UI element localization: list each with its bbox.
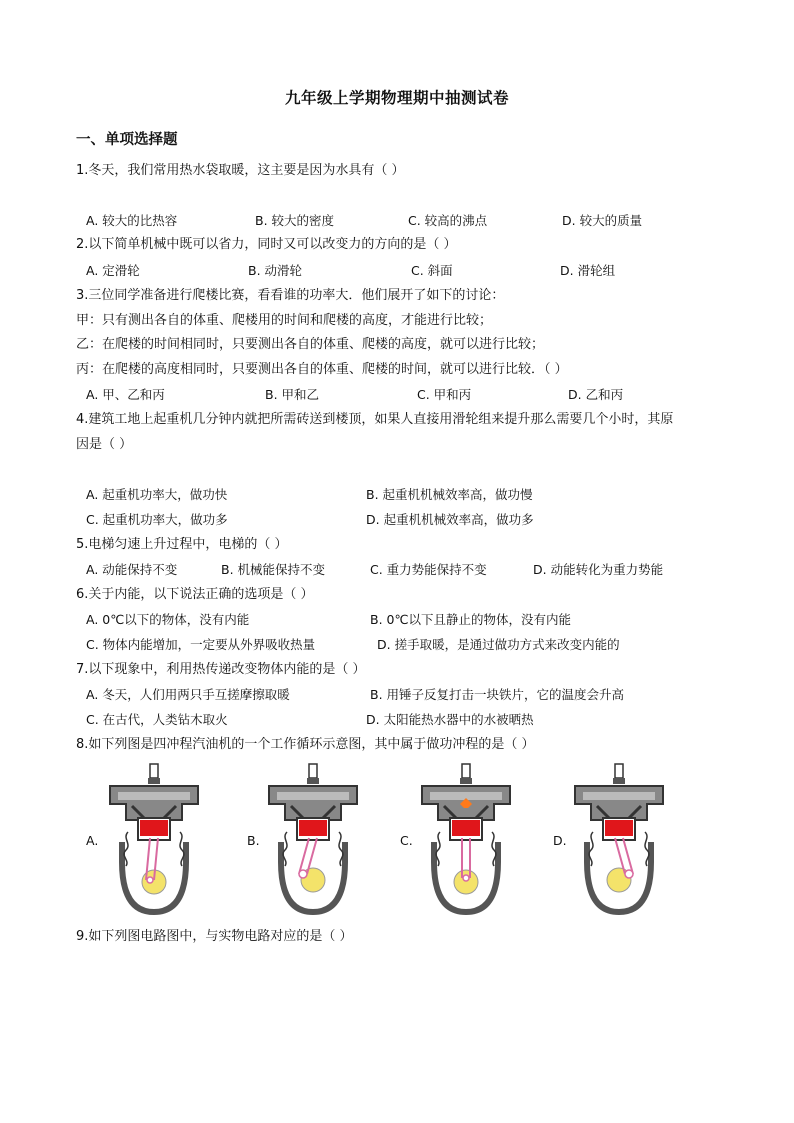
engine-diagram-d[interactable] xyxy=(569,762,669,918)
option-2b[interactable]: B. 动滑轮 xyxy=(248,263,303,278)
option-7d[interactable]: D. 太阳能热水器中的水被晒热 xyxy=(366,712,534,727)
question-4-line-2: 因是（ ） xyxy=(76,437,133,452)
option-4a[interactable]: A. 起重机功率大，做功快 xyxy=(86,487,228,502)
option-7c[interactable]: C. 在古代，人类钻木取火 xyxy=(86,712,228,727)
option-4b[interactable]: B. 起重机机械效率高，做功慢 xyxy=(366,487,533,502)
option-7a[interactable]: A. 冬天，人们用两只手互搓摩擦取暖 xyxy=(86,687,290,702)
option-3c[interactable]: C. 甲和丙 xyxy=(417,387,472,402)
option-5a[interactable]: A. 动能保持不变 xyxy=(86,562,178,577)
option-8a[interactable]: A. xyxy=(86,833,99,848)
option-2d[interactable]: D. 滑轮组 xyxy=(560,263,616,278)
engine-diagram-a[interactable] xyxy=(104,762,204,918)
option-6d[interactable]: D. 搓手取暖，是通过做功方式来改变内能的 xyxy=(377,637,620,652)
piston-icon xyxy=(140,820,168,836)
option-8d[interactable]: D. xyxy=(553,833,567,848)
option-6b[interactable]: B. 0℃以下且静止的物体，没有内能 xyxy=(370,612,572,627)
spark-plug-icon xyxy=(613,764,625,784)
piston-icon xyxy=(605,820,633,836)
option-1c[interactable]: C. 较高的沸点 xyxy=(408,213,488,228)
question-7: 7.以下现象中，利用热传递改变物体内能的是（ ） xyxy=(76,662,366,677)
question-1: 1.冬天，我们常用热水袋取暖，这主要是因为水具有（ ） xyxy=(76,163,405,178)
section-heading: 一、单项选择题 xyxy=(76,132,178,148)
question-4: 4.建筑工地上起重机几分钟内就把所需砖送到楼顶，如果人直接用滑轮组来提升那么需要几个小时，其原 xyxy=(76,412,674,427)
option-8c[interactable]: C. xyxy=(400,833,413,848)
option-5c[interactable]: C. 重力势能保持不变 xyxy=(370,562,487,577)
piston-icon xyxy=(299,820,327,836)
question-3-line-4: 丙：在爬楼的高度相同时，只要测出各自的体重、爬楼的时间，就可以进行比较．（ ） xyxy=(76,362,568,377)
question-6: 6.关于内能，以下说法正确的选项是（ ） xyxy=(76,587,314,602)
option-6c[interactable]: C. 物体内能增加，一定要从外界吸收热量 xyxy=(86,637,316,652)
question-9: 9.如下列图电路图中，与实物电路对应的是（ ） xyxy=(76,929,353,944)
option-5d[interactable]: D. 动能转化为重力势能 xyxy=(533,562,664,577)
question-3-line-3: 乙：在爬楼的时间相同时，只要测出各自的体重、爬楼的高度，就可以进行比较； xyxy=(76,337,545,352)
option-3b[interactable]: B. 甲和乙 xyxy=(265,387,320,402)
option-1d[interactable]: D. 较大的质量 xyxy=(562,213,643,228)
option-1a[interactable]: A. 较大的比热容 xyxy=(86,213,178,228)
question-2: 2.以下简单机械中既可以省力，同时又可以改变力的方向的是（ ） xyxy=(76,237,457,252)
engine-diagram-c[interactable] xyxy=(416,762,516,918)
question-3: 3.三位同学准备进行爬楼比赛，看看谁的功率大．他们展开了如下的讨论： xyxy=(76,288,505,303)
option-4c[interactable]: C. 起重机功率大，做功多 xyxy=(86,512,228,527)
option-3a[interactable]: A. 甲、乙和丙 xyxy=(86,387,165,402)
option-1b[interactable]: B. 较大的密度 xyxy=(255,213,335,228)
question-8: 8.如下列图是四冲程汽油机的一个工作循环示意图，其中属于做功冲程的是（ ） xyxy=(76,737,535,752)
option-6a[interactable]: A. 0℃以下的物体，没有内能 xyxy=(86,612,250,627)
option-3d[interactable]: D. 乙和丙 xyxy=(568,387,624,402)
option-2c[interactable]: C. 斜面 xyxy=(411,263,453,278)
engine-diagram-b[interactable] xyxy=(263,762,363,918)
option-8b[interactable]: B. xyxy=(247,833,260,848)
piston-icon xyxy=(452,820,480,836)
option-7b[interactable]: B. 用锤子反复打击一块铁片，它的温度会升高 xyxy=(370,687,625,702)
question-5: 5.电梯匀速上升过程中，电梯的（ ） xyxy=(76,537,288,552)
option-4d[interactable]: D. 起重机机械效率高，做功多 xyxy=(366,512,534,527)
spark-plug-icon xyxy=(460,764,472,784)
option-2a[interactable]: A. 定滑轮 xyxy=(86,263,140,278)
spark-plug-icon xyxy=(148,764,160,784)
spark-plug-icon xyxy=(307,764,319,784)
question-3-line-2: 甲：只有测出各自的体重、爬楼用的时间和爬楼的高度，才能进行比较； xyxy=(76,313,493,328)
option-5b[interactable]: B. 机械能保持不变 xyxy=(221,562,326,577)
page-title: 九年级上学期物理期中抽测试卷 xyxy=(284,89,509,107)
